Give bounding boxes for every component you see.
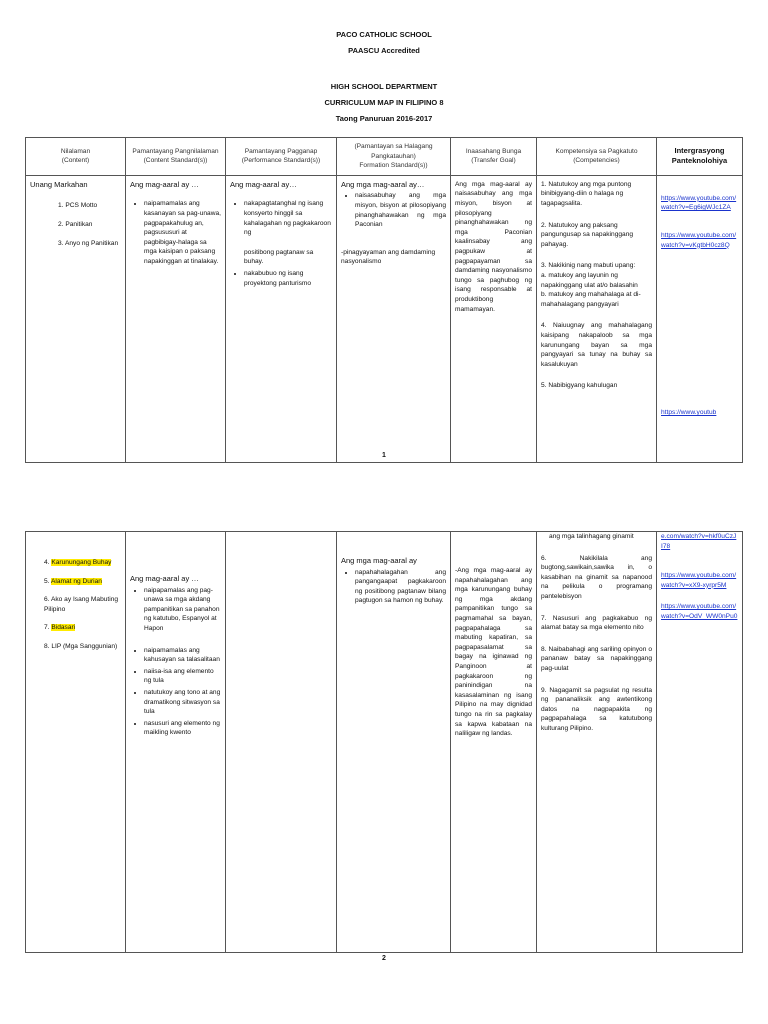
video-link[interactable]: https://www.youtube.com/watch?v=xX9-xyrpr5M xyxy=(661,572,737,589)
video-link[interactable]: https://www.youtube.com/watch?v=OdV_WW0nPu0 xyxy=(661,603,738,620)
accreditation: PAASCU Accredited xyxy=(348,46,420,55)
school-name: PACO CATHOLIC SCHOOL xyxy=(336,30,432,39)
list-item: 1. PCS Motto xyxy=(58,202,98,210)
list-item: 5. Alamat ng Durian xyxy=(44,577,102,585)
list-item: 8. LIP (Mga Sanggunian) xyxy=(44,642,118,650)
quarter-label: Unang Markahan xyxy=(30,179,88,189)
list-item: • natutukoy ang tono at ang dramatikong sitwasyon sa tula xyxy=(144,688,221,717)
school-year: Taong Panuruan 2016-2017 xyxy=(335,114,433,123)
video-link[interactable]: e.com/watch?v=hkf0uCzJI78 xyxy=(661,533,737,550)
performance-standard-cell xyxy=(226,532,337,953)
curriculum-table-page1 xyxy=(25,137,743,463)
video-link[interactable]: https://www.youtube.com/watch?v=vKgtbH0cz8Q xyxy=(661,231,737,249)
department: HIGH SCHOOL DEPARTMENT xyxy=(330,82,438,91)
video-link[interactable]: https://www.youtub xyxy=(661,409,717,417)
transfer-goal-cell: -Ang mga mag-aaral ay napahahalagahan ang mga karunungang buhay ng mga akdang pampanitikan tungo sa pagmamahal sa bayan, pagpapahalaga sa mabuting kapatiran, sa pagpapasalamat sa bagay na iginawad ng Panginoon at pagkakaroon ng paninindigan na kasasalaminan ng isang Pilipino na may dignidad tungo na rin sa pagkalay sa kapwa kabataan na naliligaw ng landas. xyxy=(451,532,537,953)
content-cell xyxy=(26,532,126,953)
table-row xyxy=(26,532,743,953)
formation-standard-cell: Ang mga mag-aaral ay • napahahalagahan ang pangangaapat pagkakaroon ng positibong pagtanaw bilang pagtugon sa hamon ng buhay. xyxy=(337,532,451,953)
competency: 2. Natutukoy ang paksang pangungusap sa napakinggang pahayag. xyxy=(541,221,634,248)
formation-standard-cell: Ang mga mag-aaral ay… • naisasabuhay ang mga misyon, bisyon at pilosopiyang pinanghahawakan ng mga Paconian -pinagyayaman ang damdaming nasyonalismo xyxy=(337,175,451,462)
competency: 5. Nabibigyang kahulugan xyxy=(541,382,618,390)
list-item: 3. Anyo ng Panitikan xyxy=(58,239,119,247)
content-standard-cell: Ang mag-aaral ay … • naipamamalas ang kasanayan sa pag-unawa, pagpapakahulug an, pagsususuri at pagbibigay-halaga sa mga kaisipan o paksang napakinggan at tinalakay. xyxy=(126,175,226,462)
content-cell xyxy=(26,175,126,462)
column-header: Pamantayang Pagganap (Performance Standard(s)) xyxy=(226,138,337,176)
competency: 9. Nagagamit sa pagsulat ng resulta ng pananaliksik ang awtentikong datos na nagpapakita ng pagpapahalaga sa katutubong kulturang Pilipino. xyxy=(541,686,652,732)
competency: 7. Nasusuri ang pagkakabuo ng alamat batay sa mga elemento nito xyxy=(541,614,652,632)
competency: ang mga talinhagang ginamit xyxy=(549,533,634,540)
video-link[interactable]: https://www.youtube.com/watch?v=Eg6igWJc1ZA xyxy=(661,194,737,212)
column-header: Kompetensiya sa Pagkatuto (Competencies) xyxy=(537,138,657,176)
page-number: 2 xyxy=(382,955,386,962)
column-header-row xyxy=(26,138,743,176)
column-header: Inaasahang Bunga (Transfer Goal) xyxy=(451,138,537,176)
list-item: • naisasabuhay ang mga misyon, bisyon at pilosopiyang pinanghahawakan ng mga Paconian xyxy=(355,191,446,229)
list-item: • nakapagtatanghal ng isang konsyerto hinggil sa kahalagahan ng pagkakaroon ng xyxy=(244,199,332,237)
competency: 6. Nakikilala ang bugtong,sawikain,sawika in, o kasabihan na ginamit sa napanood na pelikula o programang pantelebisyon xyxy=(541,554,652,600)
competencies-cell xyxy=(537,175,657,462)
curriculum-table-page2 xyxy=(25,531,743,953)
competency: 3. Nakikinig nang mabuti upang: a. matukoy ang layunin ng napakinggang ulat at/o balasahin b. matukoy ang mahahalaga at di-mahahalagang pangyayari xyxy=(541,262,641,308)
column-header: Intergrasyong Panteknolohiya xyxy=(657,138,743,176)
document-title: CURRICULUM MAP IN FILIPINO 8 xyxy=(324,98,444,107)
list-item: • naiisa-isa ang elemento ng tula xyxy=(144,667,221,686)
column-header: Nilalaman (Content) xyxy=(26,138,126,176)
list-item: 6. Ako ay Isang Mabuting Pilipino xyxy=(44,596,119,613)
list-item: 2. Panitikan xyxy=(58,220,93,228)
list-item: • nasusuri ang elemento ng maikling kwento xyxy=(144,719,221,738)
static-text: positibong pagtanaw sa buhay. xyxy=(244,248,314,266)
technology-cell xyxy=(657,175,743,462)
list-item: • nakabubuo ng isang proyektong panturismo xyxy=(244,269,332,288)
competency: 8. Naibabahagi ang sariling opinyon o pananaw batay sa napakinggang pag-uulat xyxy=(541,645,652,672)
column-header: (Pamantayan sa Halagang Pangkatauhan) Formation Standard(s)) xyxy=(337,138,451,176)
list-item: • naipapamalas ang pag-unawa sa mga akdang pampanitikan sa panahon ng katutubo, Espanyol at Hapon xyxy=(144,586,221,634)
static-text: -pinagyayaman ang damdaming nasyonalismo xyxy=(341,248,436,266)
transfer-goal-cell: Ang mga mag-aaral ay naisasabuhay ang mga misyon, bisyon at pilosopiyang pinanghahawakan ng mga Paconian kaalinsabay ang pagpukaw at pagpapayaman sa damdaming nasyonalismo tungo sa paghubog ng isang responsable at produktibong mamamayan. xyxy=(451,175,537,462)
page-number: 1 xyxy=(382,452,386,459)
competencies-cell xyxy=(537,532,657,953)
performance-standard-cell: Ang mag-aaral ay… • nakapagtatanghal ng isang konsyerto hinggil sa kahalagahan ng pagkakaroon ng positibong pagtanaw sa buhay. • nakabubuo ng isang proyektong panturismo xyxy=(226,175,337,462)
list-item: 4. Karunungang Buhay xyxy=(44,559,112,566)
list-item: • naipamamalas ang kasanayan sa pag-unawa, pagpapakahulug an, pagsususuri at pagbibigay-halaga sa mga kaisipan o paksang napakinggan at tinalakay. xyxy=(144,199,221,266)
column-header: Pamantayang Pangnilalaman (Content Standard(s)) xyxy=(126,138,226,176)
content-standard-cell: Ang mag-aaral ay … • naipapamalas ang pag-unawa sa mga akdang pampanitikan sa panahon ng katutubo, Espanyol at Hapon • naipamamalas ang kahusayan sa talasalitaan • naiisa-isa ang elemento ng tula • natutukoy ang tono at ang dramatikong sitwasyon sa tula • nasusuri ang elemento ng maikling kwento xyxy=(126,532,226,953)
competency: 4. Naiuugnay ang mahahalagang kaisipang nakapaloob sa mga karunungang bayan sa mga pangyayari sa tunay na buhay sa kasalukuyan xyxy=(541,322,652,368)
list-item: • naipamamalas ang kahusayan sa talasalitaan xyxy=(144,646,221,665)
technology-cell xyxy=(657,532,743,953)
competency: 1. Natutukoy ang mga puntong binibigyang-diin o halaga ng tagapagsalita. xyxy=(541,180,632,207)
list-item: 7. Bidasari xyxy=(44,624,76,632)
list-item: • napahahalagahan ang pangangaapat pagkakaroon ng positibong pagtanaw bilang pagtugon sa hamon ng buhay. xyxy=(355,568,446,606)
table-row xyxy=(26,175,743,462)
